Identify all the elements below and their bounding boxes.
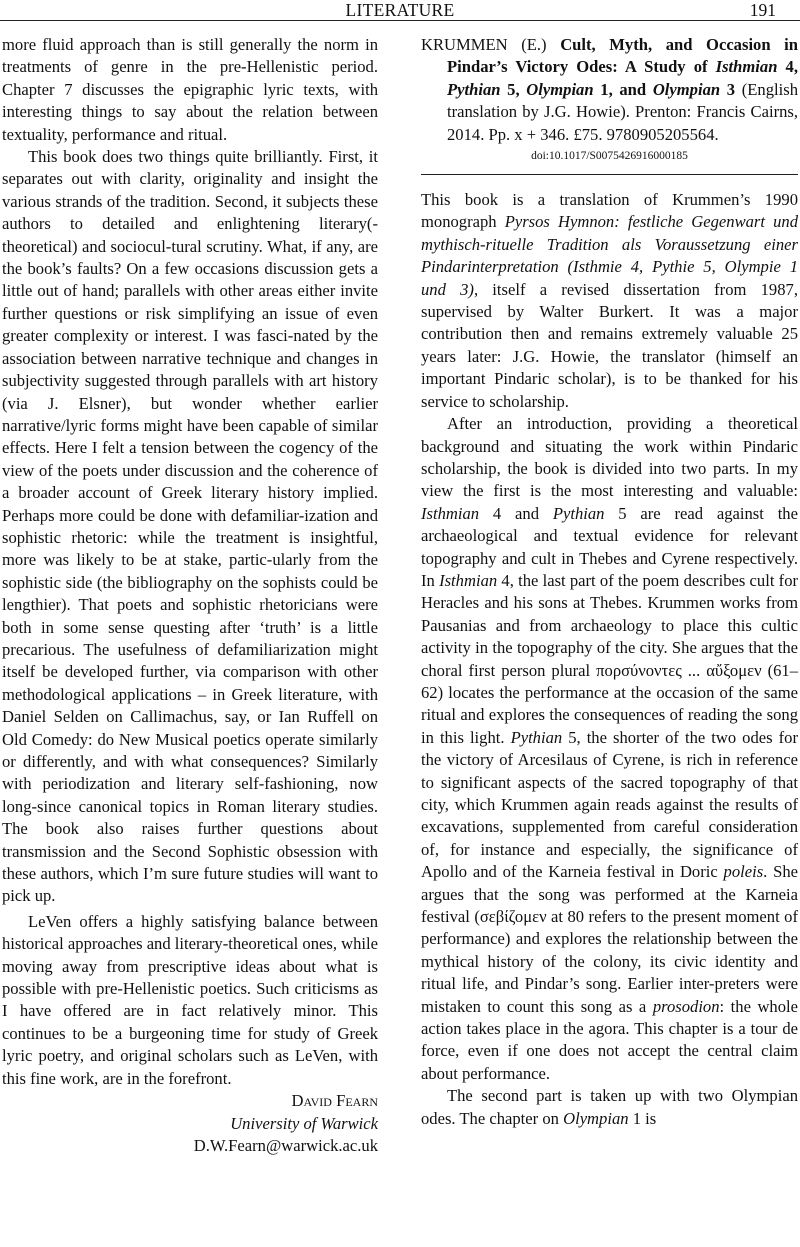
title-part: 3 (726, 79, 736, 99)
italic-term: poleis (723, 862, 764, 882)
book-details: (English translation by J.G. Howie). Prenton: Francis Cairns, 2014. Pp. x + 346. £75. 9780905205564. (447, 79, 798, 144)
section-title: LITERATURE (345, 0, 455, 20)
reviewer-affiliation: University of Warwick (230, 1113, 378, 1133)
title-italic: Pythian (447, 79, 501, 99)
reviewer-email[interactable]: D.W.Fearn@warwick.ac.uk (193, 1135, 378, 1155)
italic-term: Isthmian (439, 570, 498, 590)
text-run: : the whole action takes place in the agora. This chapter is a tour de force, even if one does not accept the central claim about performance. (421, 996, 798, 1083)
text-run: 4 and (492, 503, 539, 523)
page-number: 191 (749, 0, 776, 20)
text-run: 5, the shorter of the two odes for the victory of Arcesilaus of Cyrene, is rich in reference to significant aspects of the sacred topography of that city, which Krummen again reads against the results of excavations, supplemented from careful consideration of, for instance and especially, the significance of Apollo and of the Karneia festival in Doric (421, 727, 798, 882)
review-paragraph (421, 189, 798, 413)
italic-term: Olympian (563, 1108, 629, 1128)
title-italic: Olympian (652, 79, 721, 99)
reviewer-name: David Fearn (291, 1091, 378, 1111)
text-run: This book is a translation of Krummen’s 1990 monograph (421, 190, 798, 232)
book-title: Cult, Myth, and Occasion in Pindar’s Victory Odes: A Study of (447, 35, 799, 77)
title-part: 4, (785, 57, 798, 77)
title-italic: Olympian (526, 79, 594, 99)
italic-term: prosodion (652, 996, 720, 1016)
text-run: 4, the last part of the poem describes cult for Heracles and his sons at Thebes. Krummen works from Pausanias and from archaeology to place this cultic activity in the topography of the city. She argues that the choral first person plural πορσύνοντες ... αὔξομεν (61–62) locates the performance at the occasion of the same ritual and explores the consequences of reading the song in this light. (421, 570, 799, 747)
text-run: 5 are read against the archaeological and textual evidence for relevant topography and cult in Thebes and Cyrene respectively. In (421, 503, 798, 590)
title-italic: Isthmian (715, 57, 778, 77)
italic-term: Isthmian (421, 503, 480, 523)
text-run: . She argues that the song was performed at the Karneia festival (σεβίζομεν at 80 refers to the present moment of performance) and explores the relationship between the mythical history of the colony, its civic identity and ritual life, and Pindar’s song. Earlier inter-preters were mistaken to count this song as a (421, 862, 799, 1016)
review-paragraph (421, 413, 798, 1085)
text-run: 1 is (632, 1108, 657, 1128)
review-paragraph: more fluid approach than is still generally the norm in treatments of genre in the pre-Hellenistic period. Chapter 7 discusses the epigraphic lyric texts, with interesting things to say about the relation between textuality, performance and ritual. (2, 35, 378, 144)
left-column (2, 34, 378, 1157)
reviewer-signature (2, 1090, 378, 1157)
text-run: The second part is taken up with two Olympian odes. The chapter on (421, 1086, 798, 1128)
italic-term: Pythian (552, 503, 605, 523)
right-column (421, 34, 798, 1130)
running-head (0, 0, 800, 22)
title-part: 5, (507, 79, 520, 99)
book-heading (421, 34, 798, 146)
heading-rule (421, 174, 798, 175)
title-part: 1, and (600, 79, 647, 99)
review-paragraph: This book does two things quite brilliantly. First, it separates out with clarity, originality and insight the various strands of the tradition. Second, it subjects these authors to detailed and enlightening literary(-theoretical) and sociocul-tural scrutiny. What, if any, are the book’s faults? On a few occasions discussion gets a little out of hand; parallels with other areas either invite further questions or risk simplifying an issue of even greater complexity or interest. I was fasci-nated by the association between narrative technique and changes in subjectivity suggested through parallels with art history (via J. Elsner), but wonder whether earlier narrative/lyric forms might have been capable of similar effects. Here I felt a tension between the cogency of the view of the poets under discussion and the coherence of a broader account of Greek literary history implied. Perhaps more could be done with defamiliar-ization and sophistic rhetoric: while the treatment is insightful, more was likely to be at stake, partic-ularly from the sophistic side (the bibliography on the sophists could be lengthier). That poets and sophistic rhetoricians were both in some sense questing after ‘truth’ is a little precarious. The usefulness of defamiliarization might itself be developed further, via comparison with other methodological applications – in Greek literature, with Daniel Selden on Callimachus, say, or Ian Ruffell on Old Comedy: do New Musical poetics operate similarly or differently, and with what consequences? Similarly with periodization and literary self-fashioning, now long-since canonical topics in Roman literary studies. The book also raises further questions about transmission and the Second Sophistic obsession with these authors, which I’m sure future studies will want to pick up. (2, 147, 378, 906)
doi-link[interactable]: doi:10.1017/S0075426916000185 (531, 150, 688, 163)
header-rule (0, 20, 800, 21)
book-author: KRUMMEN (E.) (421, 35, 547, 54)
review-paragraph (421, 1085, 798, 1130)
text-run: After an introduction, providing a theoretical background and situating the work within Pindaric scholarship, the book is divided into two parts. In my view the first is the most interesting and valuable: (421, 414, 798, 501)
italic-title: Pyrsos Hymnon: festliche Gegenwart und mythisch-rituelle Tradition als Voraussetzung einer Pindarinterpretation (Isthmie 4, Pythie 5, Olympie 1 und 3) (421, 212, 799, 299)
text-run: , itself a revised dissertation from 1987, supervised by Walter Burkert. It was a major contribution then and remains extremely valuable 25 years later: J.G. Howie, the translator (himself an important Pindaric scholar), is to be thanked for his service to scholarship. (421, 279, 798, 411)
italic-term: Pythian (510, 727, 563, 747)
review-paragraph: LeVen offers a highly satisfying balance between historical approaches and literary-theoretical ones, while moving away from prescriptive ideas about what is possible with pre-Hellenistic poetics. Such criticisms as I have offered are in fact relatively minor. This continues to be a burgeoning time for study of Greek lyric poetry, and original scholars such as LeVen, with this fine work, are in the forefront. (2, 911, 378, 1088)
